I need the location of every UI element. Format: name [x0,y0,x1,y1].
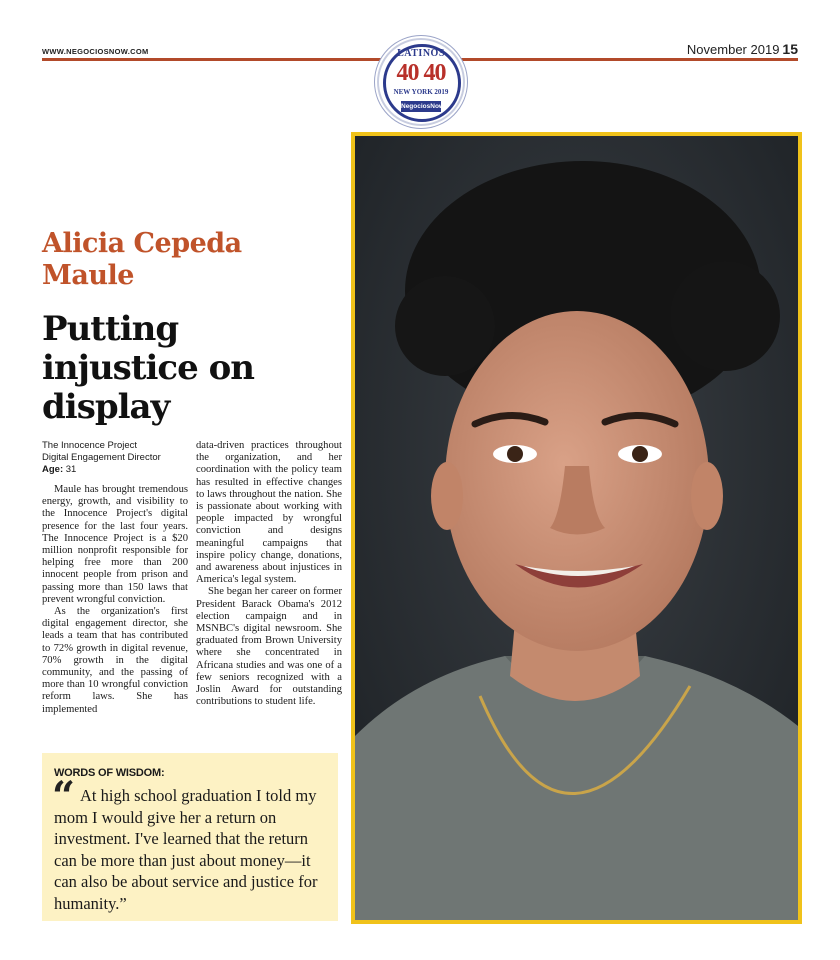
organization: The Innocence Project [42,440,138,451]
age-label: Age: [42,464,64,475]
job-title: Digital Engagement Director [42,452,161,463]
person-meta [42,440,188,476]
article-paragraph: Maule has brought tremendous energy, growth, and visibility to the Innocence Project's digital presence for the last four years. The Innocence Project is a $20 million nonprofit responsible for helping free more than 200 innocent people from prison and passing more than 150 laws that prevent wrongful conviction. [42,484,188,605]
issue-date [687,41,798,57]
article-column-left [42,440,188,716]
words-of-wisdom-box [42,753,338,921]
article-headline: Putting injustice on display [42,309,254,427]
page-number: 15 [782,41,798,57]
portrait-illustration [355,136,798,920]
latinos-40-under-40-logo [377,38,465,126]
logo-city-text: NEW YORK 2019 [393,88,449,96]
portrait-photo [351,132,802,924]
article-paragraph: She began her career on former President Barack Obama's 2012 election campaign and in MSNBC's digital newsroom. She graduated from Brown University where she concentrated in Africana studies and was one of a few seniors recognized with a Joslin Award for outstanding contributions to student life. [196,586,342,708]
site-url: WWW.NEGOCIOSNOW.COM [42,47,149,56]
wisdom-quote: At high school graduation I told my mom I would give her a return on investment. I've learned that the return can be more than just about money—it can also be about service and justice for humanity.” [54,786,318,913]
age [42,464,188,476]
issue-date-text: November 2019 [686,42,780,57]
logo-brand-text: NegociosNow [401,103,444,110]
article-column-right [196,440,342,708]
logo-main-text: 40 40 [396,60,446,86]
article-paragraph: data-driven practices throughout the organization, and her coordination with the policy team has resulted in effective changes to laws throughout the nation. She is passionate about working with people impacted by wrongful conviction and designs meaningful campaigns that inspire policy change, donations, and awareness about injustices in America's legal system. [196,440,342,586]
article-paragraph: As the organization's first digital engagement director, she leads a team that has contributed to 72% growth in digital revenue, 70% growth in the digital community, and the passing of more than 10 wrongful conviction reform laws. She has implemented [42,606,188,715]
wisdom-label: WORDS OF WISDOM: [54,767,165,779]
quote-mark: “ [52,773,76,820]
person-name: Alicia Cepeda Maule [42,228,242,291]
age-value: 31 [65,464,77,475]
logo-top-text: LATINOS [397,48,445,59]
